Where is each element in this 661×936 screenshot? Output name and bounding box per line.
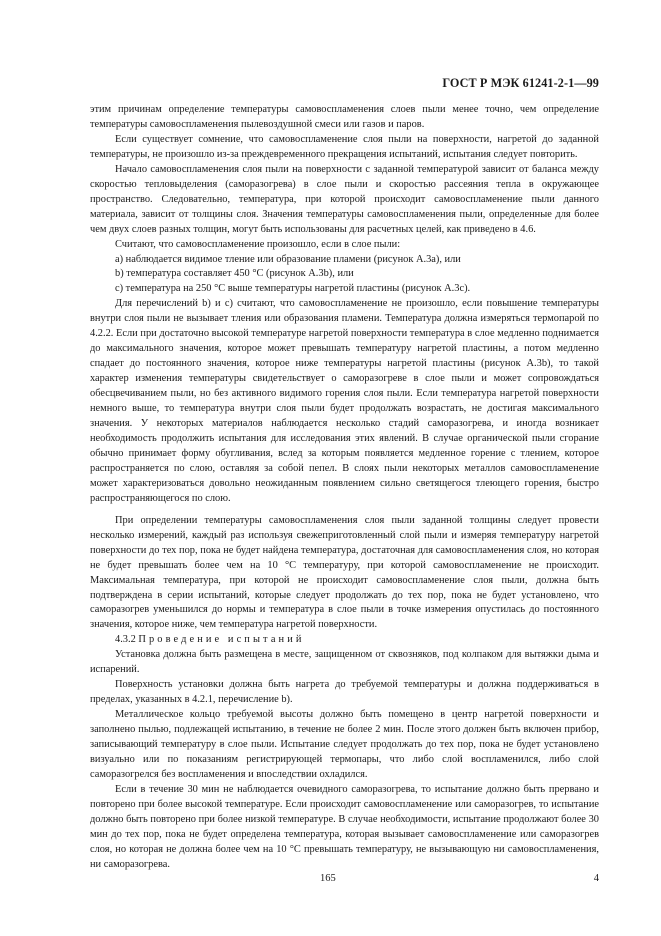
paragraph-ring-procedure: Металлическое кольцо требуемой высоты должно быть помещено в центр нагретой поверхности и заполнено пылью, подлежащей испытанию, в течение не более 2 мин. После этого должен быть включен прибор, записывающий температуру в слое пыли. Испытание следует продолжать до тех пор, пока не будет установлено визуально или по показаниям регистрирующей термопары, что либо слой воспламенился, либо слой саморазогрелся без воспламенения и впоследствии охладился.: [90, 709, 599, 780]
sheet-number: 4: [593, 873, 599, 884]
paragraph-repeat-test: Если существует сомнение, что самовоспламенение слоя пыли на поверхности, нагретой до заданной температуры, не произошло из-за преждевременного прекращения испытаний, испытания следует повторить.: [90, 133, 599, 160]
paragraph-30-min: Если в течение 30 мин не наблюдается очевидного саморазогрева, то испытание должно быть прервано и повторено при более высокой температуре. Если происходит самовоспламенение или саморазогрев, то испытание должно быть повторено при более низкой температуре. В случае необходимости, испытание продолжают более 30 мин до тех пор, пока не будет определена температура, которая вызывает самовоспламенение или саморазогрев слоя, но которая не должна более чем на 10 °С превышать температуру, не вызывающую ни самовоспламенения, ни саморазогрева.: [90, 783, 599, 870]
paragraph-ignition-criteria: Считают, что самовоспламенение произошло, если в слое пыли:: [115, 238, 401, 250]
paragraph-ignition-balance: Начало самовоспламенения слоя пыли на поверхности с заданной температурой зависит от баланса между скоростью тепловыделения (саморазогрева) в слое пыли и скоростью рассеяния тепла в окружающее пространство. Следовательно, температура, при которой происходит самовоспламенение пыли данного материала, зависит от толщины слоя. Значения температуры самовоспламенения пыли, определенные для более чем двух слоев разных толщин, могут быть использованы для расчетных целей, как приведено в 4.6.: [90, 163, 599, 235]
page-number: 165: [320, 873, 336, 884]
section-heading: [90, 633, 599, 648]
section-title: Проведение испытаний: [138, 634, 305, 646]
standard-designation: ГОСТ Р МЭК 61241-2-1—99: [442, 76, 599, 90]
criteria-item-a: а) наблюдается видимое тление или образование пламени (рисунок А.3а), или: [115, 253, 461, 265]
paragraph-continuation: этим причинам определение температуры самовоспламенения слоев пыли менее точно, чем определение температуры самовоспламенения пылевоздушной смеси или газов и паров.: [90, 104, 599, 130]
paragraph-installation: Установка должна быть размещена в месте, защищенном от сквозняков, под колпаком для вытяжки дыма и испарений.: [90, 649, 599, 676]
criteria-item-b: b) температура составляет 450 °С (рисунок А.3b), или: [115, 268, 354, 280]
section-number: 4.3.2: [115, 634, 136, 646]
paragraph-measurement-procedure: При определении температуры самовоспламенения слоя пыли заданной толщины следует провести несколько измерений, каждый раз используя свежеприготовленный слой пыли и измеряя температуру нагретой поверхности до тех пор, пока не будет найдена температура, достаточная для самовоспламенения слоя, но которая не будет превышать более чем на 10 °С температуру, при которой самовоспламенение не происходит. Максимальная температура, при которой не происходит самовоспламенение слоя пыли, должна быть подтверждена в серии испытаний, которые следует продолжать до тех пор, пока не будет установлено, что саморазогрев уменьшился до нормы и температура в слое пыли в точке измерения опустилась до постоянного значения, которое ниже, чем температура нагретой поверхности.: [90, 514, 599, 631]
paragraph-surface-heating: Поверхность установки должна быть нагрета до требуемой температуры и должна поддерживаться в пределах, указанных в 4.2.1, перечисление b).: [90, 679, 599, 706]
paragraph-self-heating: Для перечислений b) и с) считают, что самовоспламенение не произошло, если повышение температуры внутри слоя пыли не вызывает тления или образования пламени. Температура должна измеряться термопарой по 4.2.2. Если при достаточно высокой температуре нагретой поверхности температура в слое медленно поднимается до максимального значения, которое может превышать температуру нагретой пластины, а потом медленно спадает до постоянного значения, которое ниже температуры нагретой пластины (рисунок А.3b), то такой характер изменения температуры свидетельствует о саморазогреве в слое пыли и может сопровождаться обесцвечиванием пыли, но без активного видимого горения слоя пыли. Если температура нагретой поверхности немного выше, то температура внутри слоя пыли будет продолжать возрастать, не достигая максимального значения. У некоторых материалов наблюдается несколько стадий саморазогрева, и иногда возникает необходимость продолжить испытания для исследования этих явлений. В случае органической пыли сгорание обычно принимает форму обугливания, вслед за которым появляется медленное горение с тлением, которое распространяется по слою, оставляя за собой пепел. В слоях пыли некоторых металлов самовоспламенение может характеризоваться довольно неожиданным появлением сильно светящегося тлеющего горения, быстро распространяющегося по слою.: [90, 298, 599, 504]
document-body: [90, 103, 599, 873]
criteria-item-c: с) температура на 250 °С выше температуры нагретой пластины (рисунок А.3с).: [115, 283, 471, 295]
